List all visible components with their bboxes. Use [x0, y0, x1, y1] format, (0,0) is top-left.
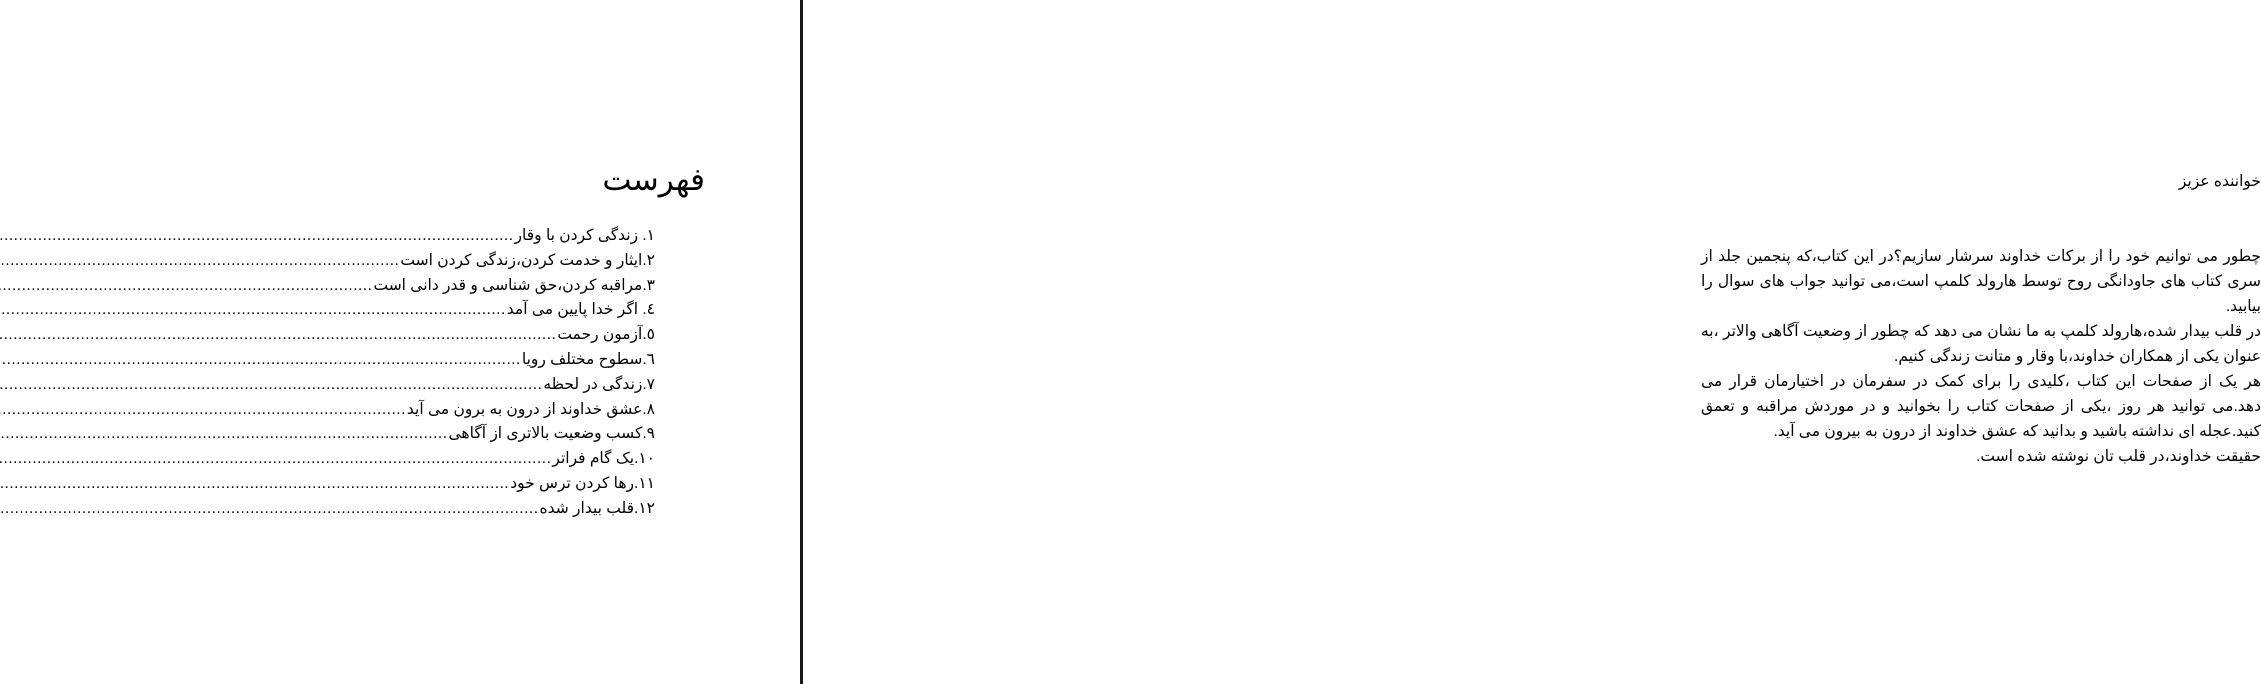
- toc-entry-title: ۱۲.قلب بیدار شده: [539, 499, 655, 517]
- toc-entry: [165, 249, 655, 274]
- toc-entry-title: ۲.ایثار و خدمت کردن،زندگی کردن است: [400, 251, 655, 269]
- dot-leader: [0, 224, 514, 249]
- toc-entry-title: ٤. اگر خدا پایین می آمد: [506, 301, 655, 319]
- toc-entry-title: ٦.سطوح مختلف رویا: [521, 350, 655, 368]
- toc-entry: [165, 422, 655, 447]
- toc-entry-title: ۷.زندگی در لحظه: [543, 375, 655, 393]
- intro-body: [1701, 244, 2261, 469]
- toc-title: فهرست: [602, 162, 705, 197]
- intro-paragraph: حقیقت خداوند،در قلب تان نوشته شده است.: [1976, 448, 2261, 465]
- dot-leader: [0, 497, 539, 522]
- intro-paragraph: هر یک از صفحات این کتاب ،کلیدی را برای کمک در سفرمان در اختیارمان قرار می دهد.می توانید هر روز ،یکی از صفحات کتاب را بخوانید و در موردش مراقبه و تعمق کنید.عجله ای نداشته باشید و بدانید که عشق خداوند از درون به بیرون می آید.: [1701, 373, 2261, 440]
- toc-entry-title: ۹.کسب وضعیت بالاتری از آگاهی: [448, 425, 655, 443]
- toc-entry-title: ۱۰.یک گام فراتر: [552, 450, 655, 468]
- dot-leader: [0, 398, 406, 423]
- dot-leader: [0, 298, 506, 323]
- toc-entry: [165, 447, 655, 472]
- toc-entry: [165, 373, 655, 398]
- toc-entry-title: ۱. زندگی کردن با وقار: [514, 227, 655, 244]
- toc-entry-title: ۸.عشق خداوند از درون به برون می آید: [406, 400, 655, 418]
- dot-leader: [0, 348, 521, 373]
- dot-leader: [0, 249, 399, 274]
- left-page: [0, 0, 801, 684]
- toc-entry: [165, 224, 655, 249]
- toc-entry: [165, 274, 655, 299]
- dot-leader: [0, 274, 372, 299]
- toc-entry: [165, 497, 655, 522]
- toc-entry-title: ۱۱.رها کردن ترس خود: [510, 474, 655, 492]
- table-of-contents: [165, 224, 655, 522]
- toc-entry: [165, 398, 655, 423]
- dot-leader: [0, 422, 448, 447]
- right-page: [803, 0, 2261, 684]
- dot-leader: [0, 323, 556, 348]
- toc-entry-title: ۳.مراقبه کردن،حق شناسی و قدر دانی است: [373, 276, 655, 294]
- dot-leader: [0, 472, 509, 497]
- dot-leader: [0, 447, 551, 472]
- intro-paragraph: چطور می توانیم خود را از برکات خداوند سرشار سازیم؟در این کتاب،که پنجمین جلد از سری کتاب های جاودانگی روح توسط هارولد کلمپ است،می توانید جواب های سوال را بیابید.: [1701, 248, 2261, 315]
- toc-entry: [165, 323, 655, 348]
- toc-entry: [165, 298, 655, 323]
- intro-heading: خواننده عزیز: [2178, 173, 2261, 190]
- toc-entry: [165, 472, 655, 497]
- dot-leader: [0, 373, 542, 398]
- toc-entry-title: ٥.آزمون رحمت: [557, 326, 655, 344]
- intro-paragraph: در قلب بیدار شده،هارولد کلمپ به ما نشان می دهد که چطور از وضعیت آگاهی والاتر ،به عنوان یکی از همکاران خداوند،با وقار و متانت زندگی کنیم.: [1701, 323, 2261, 365]
- toc-entry: [165, 348, 655, 373]
